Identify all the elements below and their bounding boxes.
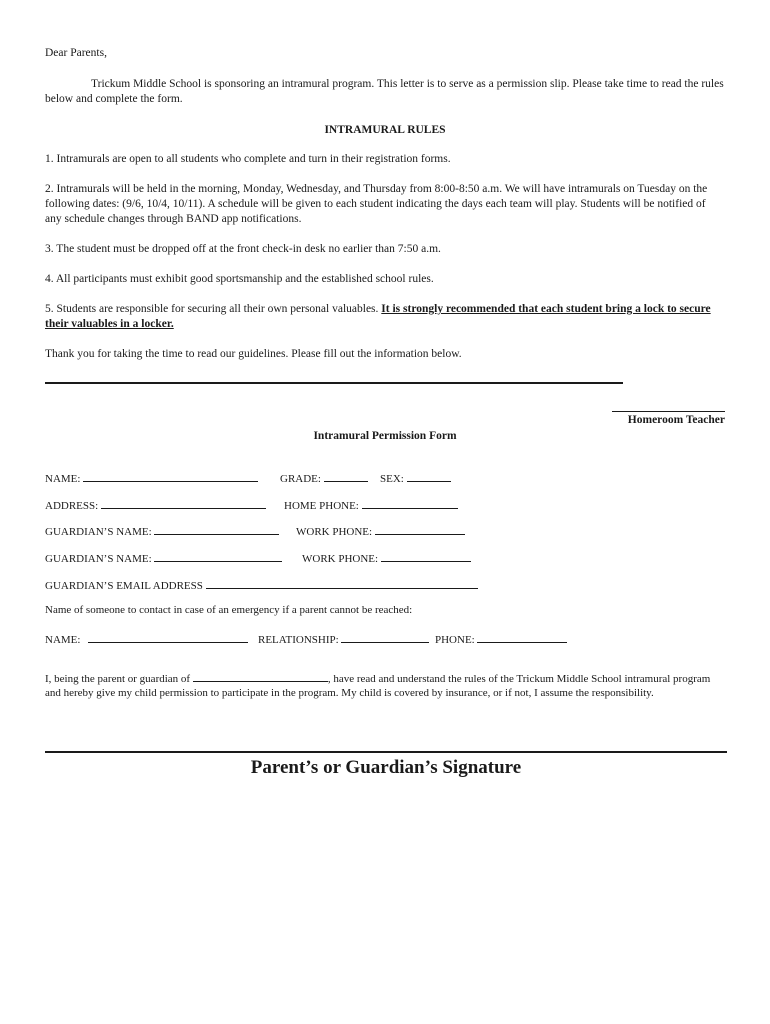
address-label: ADDRESS: <box>45 500 99 512</box>
emergency-name-label: NAME: <box>45 634 81 646</box>
signature-line[interactable] <box>45 751 727 753</box>
rule-5 <box>45 302 725 332</box>
work-phone-row-1 <box>296 523 465 538</box>
rule-2: 2. Intramurals will be held in the morning, Monday, Wednesday, and Thursday from 8:00-8:50 a.m. We will have intramurals on Tuesday on the following dates: (9/6, 10/4, 10/11). A schedule will be given to each student indicating the days each team will play. Students will be notified of any schedule changes through BAND app notifications. <box>45 183 708 225</box>
home-phone-label: HOME PHONE: <box>284 500 359 512</box>
guardian-name-label-2: GUARDIAN’S NAME: <box>45 553 152 565</box>
sex-row <box>380 470 451 485</box>
guardian-email-row <box>45 577 478 592</box>
work-phone-field-2[interactable] <box>381 550 471 562</box>
guardian-1-row <box>45 523 279 538</box>
guardian-2-row <box>45 550 282 565</box>
sex-label: SEX: <box>380 473 404 485</box>
emergency-phone-field[interactable] <box>477 631 567 643</box>
work-phone-label-1: WORK PHONE: <box>296 526 373 538</box>
emergency-prompt: Name of someone to contact in case of an emergency if a parent cannot be reached: <box>45 604 413 616</box>
grade-field[interactable] <box>324 470 368 482</box>
relationship-label: RELATIONSHIP: <box>258 634 339 646</box>
consent-end: , have read and understand the rules of the Trickum Middle School intramural program and hereby give my child permission to participate in the program. My child is covered by insurance, or if not, I assume the responsibility. <box>45 673 711 699</box>
guardian-email-label: GUARDIAN’S EMAIL ADDRESS <box>45 580 203 592</box>
relationship-row <box>258 631 429 646</box>
rule-5-emphasis: It is strongly recommended that each student bring a lock to secure their valuables in a locker. <box>45 303 711 330</box>
guardian-name-field-2[interactable] <box>154 550 282 562</box>
homeroom-teacher-label: Homeroom Teacher <box>627 414 725 426</box>
consent-start: I, being the parent or guardian of <box>45 673 191 685</box>
greeting: Dear Parents, <box>45 47 107 59</box>
grade-label: GRADE: <box>280 473 321 485</box>
guardian-name-label-1: GUARDIAN’S NAME: <box>45 526 152 538</box>
emergency-phone-row <box>435 631 567 646</box>
rules-title: INTRAMURAL RULES <box>324 124 446 136</box>
address-row <box>45 497 266 512</box>
consent-paragraph <box>45 671 725 700</box>
rule-5-text: 5. Students are responsible for securing all their own personal valuables. <box>45 303 379 315</box>
thanks-text: Thank you for taking the time to read our guidelines. Please fill out the information below. <box>45 348 462 360</box>
emergency-name-row <box>45 631 248 646</box>
rule-1: 1. Intramurals are open to all students who complete and turn in their registration forms. <box>45 153 451 165</box>
rule-3: 3. The student must be dropped off at the front check-in desk no earlier than 7:50 a.m. <box>45 243 441 255</box>
guardian-email-field[interactable] <box>206 577 478 589</box>
student-name-field[interactable] <box>83 470 258 482</box>
name-row <box>45 470 258 485</box>
sex-field[interactable] <box>407 470 451 482</box>
grade-row <box>280 470 368 485</box>
work-phone-field-1[interactable] <box>375 523 465 535</box>
child-name-field[interactable] <box>193 671 328 682</box>
signature-label: Parent’s or Guardian’s Signature <box>250 757 522 778</box>
home-phone-row <box>284 497 458 512</box>
form-title: Intramural Permission Form <box>313 430 457 442</box>
home-phone-field[interactable] <box>362 497 458 509</box>
intro-paragraph: Trickum Middle School is sponsoring an intramural program. This letter is to serve as a permission slip. Please take time to read the rules below and complete the form. <box>45 78 724 105</box>
address-field[interactable] <box>101 497 266 509</box>
homeroom-teacher-line[interactable] <box>612 411 725 412</box>
relationship-field[interactable] <box>341 631 429 643</box>
guardian-name-field-1[interactable] <box>154 523 279 535</box>
emergency-phone-label: PHONE: <box>435 634 475 646</box>
emergency-name-field[interactable] <box>88 631 248 643</box>
name-label: NAME: <box>45 473 81 485</box>
work-phone-row-2 <box>302 550 471 565</box>
rule-4: 4. All participants must exhibit good sportsmanship and the established school rules. <box>45 273 434 285</box>
work-phone-label-2: WORK PHONE: <box>302 553 379 565</box>
divider-line <box>45 382 623 384</box>
